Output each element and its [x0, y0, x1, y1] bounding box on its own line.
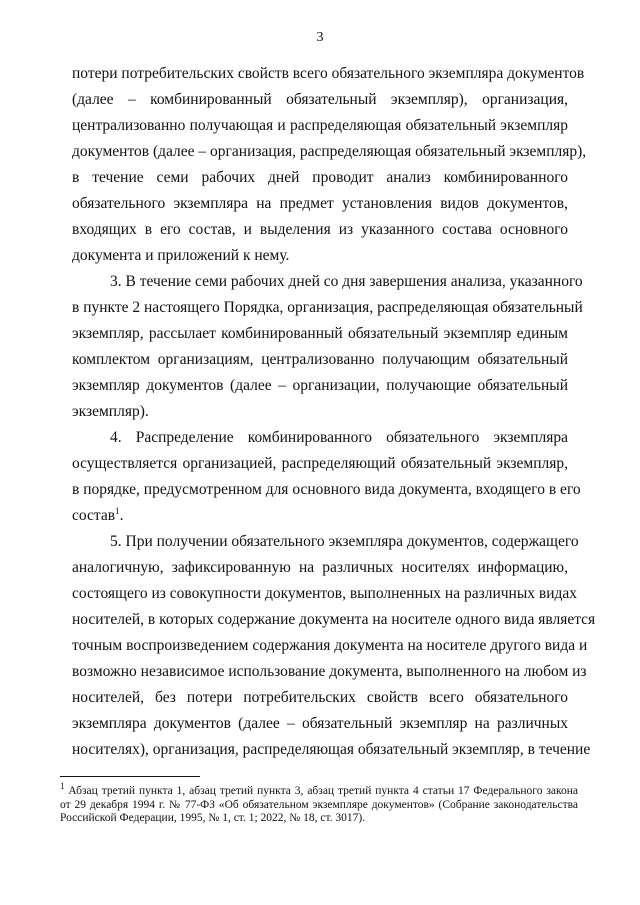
text-line: [72, 607, 596, 633]
line-text: носителей, в которых содержание документа на носителе одного вида является: [72, 611, 596, 628]
line-text: аналогичную, зафиксированную на различных носителях информацию,: [72, 559, 568, 576]
line-text: состав: [72, 507, 116, 524]
line-text: документов (далее – организация, распределяющая обязательный экземпляр),: [72, 143, 587, 160]
footnote-text: Российской Федерации, 1995, № 1, ст. 1; 2022, № 18, ст. 3017).: [60, 812, 366, 824]
line-text: комплектом организациям, централизованно получающим обязательный: [72, 351, 568, 368]
text-line: [72, 347, 568, 373]
text-line: [72, 321, 568, 347]
text-line: [72, 425, 568, 451]
text-line: [72, 373, 568, 399]
footnote-line: [60, 781, 579, 799]
footnote-separator: [60, 776, 200, 777]
line-text: носителях), организация, распределяющая обязательный экземпляр, в течение: [72, 741, 591, 758]
line-text: экземпляр документов (далее – организации, получающие обязательный: [72, 377, 568, 394]
text-line: [72, 165, 568, 191]
line-text: в пункте 2 настоящего Порядка, организация, распределяющая обязательный: [72, 299, 583, 316]
text-line: [72, 737, 591, 763]
line-text: возможно независимое использование документа, выполненного на любом из: [72, 663, 587, 680]
line-text: 5. При получении обязательного экземпляра документов, содержащего: [110, 533, 579, 550]
line-text: потери потребительских свойств всего обязательного экземпляра документов: [72, 65, 585, 82]
line-text: документа и приложений к нему.: [72, 247, 290, 264]
text-line: [72, 581, 578, 607]
line-text: централизованно получающая и распределяющая обязательный экземпляр: [72, 117, 568, 134]
footnote-text: от 29 декабря 1994 г. № 77-ФЗ «Об обязательном экземпляре документов» (Собрание законодательства: [60, 798, 578, 811]
text-line: [72, 295, 583, 321]
text-line: [72, 503, 568, 529]
text-line: [72, 113, 568, 139]
text-line: [72, 399, 568, 425]
footnote-line: [60, 799, 578, 813]
text-line: [72, 555, 568, 581]
text-line: [72, 61, 585, 87]
line-text: экземпляр).: [72, 403, 149, 420]
text-line: [72, 139, 587, 165]
line-text: обязательного экземпляра на предмет установления видов документов,: [72, 195, 568, 212]
line-text: носителей, без потери потребительских свойств всего обязательного: [72, 689, 568, 706]
footnote-marker: 1: [60, 781, 65, 792]
text-line: [72, 87, 568, 113]
footnote-reference[interactable]: 1: [115, 505, 120, 516]
text-line: [72, 269, 583, 295]
text-line: [72, 217, 568, 243]
text-line: [72, 659, 587, 685]
text-line: [72, 529, 579, 555]
text-line: [72, 243, 568, 269]
line-text: входящих в его состав, и выделения из указанного состава основного: [72, 221, 568, 238]
document-body: [72, 61, 596, 763]
text-line: [72, 711, 568, 737]
line-text: (далее – комбинированный обязательный экземпляр), организация,: [72, 91, 568, 108]
line-text: в порядке, предусмотренном для основного вида документа, входящего в его: [72, 481, 581, 498]
line-text: экземпляр, рассылает комбинированный обязательный экземпляр единым: [72, 325, 568, 342]
text-line: [72, 685, 568, 711]
text-line: [72, 451, 568, 477]
text-line: [72, 477, 581, 503]
text-line: [72, 633, 588, 659]
line-text: осуществляется организацией, распределяющий обязательный экземпляр,: [72, 455, 568, 472]
footnote: [60, 781, 579, 826]
line-text: точным воспроизведением содержания документа на носителе другого вида и: [72, 637, 588, 654]
line-text: в течение семи рабочих дней проводит анализ комбинированного: [72, 169, 568, 186]
footnote-line: [60, 812, 578, 826]
footnote-text: Абзац третий пункта 1, абзац третий пункта 3, абзац третий пункта 4 статьи 17 Федерального закона: [68, 785, 579, 797]
text-line: [72, 191, 568, 217]
line-text: 3. В течение семи рабочих дней со дня завершения анализа, указанного: [110, 273, 583, 290]
line-text: .: [119, 507, 124, 524]
line-text: 4. Распределение комбинированного обязательного экземпляра: [110, 429, 568, 446]
page-number: 3: [316, 30, 324, 45]
line-text: экземпляра документов (далее – обязательный экземпляр на различных: [72, 715, 568, 732]
line-text: состоящего из совокупности документов, выполненных на различных видах: [72, 585, 578, 602]
